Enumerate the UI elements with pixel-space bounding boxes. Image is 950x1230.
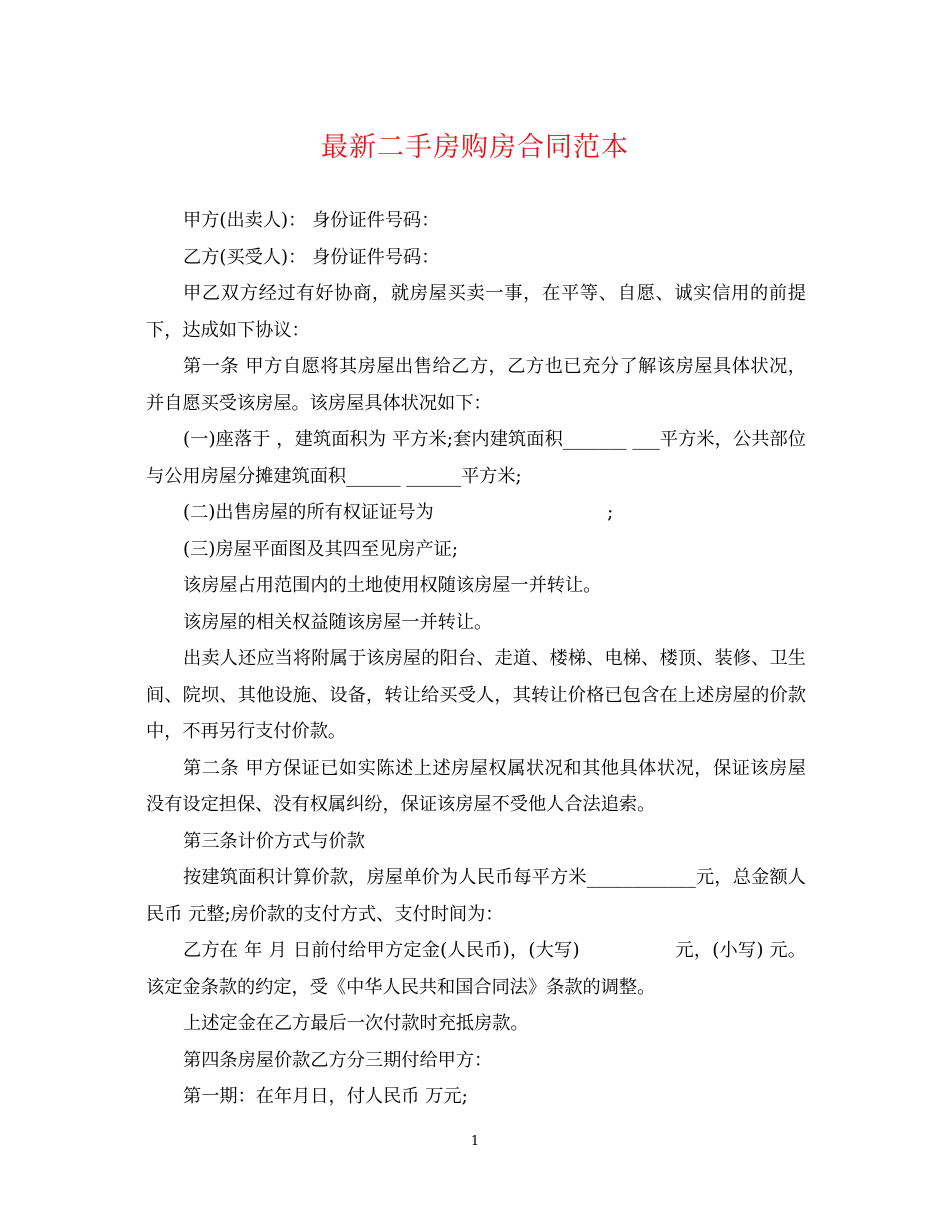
document-title: 最新二手房购房合同范本 (321, 132, 629, 163)
attached-facilities-paragraph: 出卖人还应当将附属于该房屋的阳台、走道、楼梯、电梯、楼顶、装修、卫生间、院坝、其他设施、设备，转让给买受人，其转让价格已包含在上述房屋的价款中，不再另行支付价款。 (146, 648, 806, 742)
page-number: 1 (470, 1134, 480, 1149)
deposit-offset-paragraph: 上述定金在乙方最后一次付款时充抵房款。 (183, 1013, 529, 1034)
deposit-paragraph: 乙方在 年 月 日前付给甲方定金(人民币)，(大写) 元，(小写) 元。该定金条款的约定，受《中华人民共和国合同法》条款的调整。 (146, 940, 806, 998)
article-3-heading: 第三条计价方式与价款 (183, 830, 365, 852)
article-4-heading: 第四条房屋价款乙方分三期付给甲方： (183, 1049, 493, 1071)
first-installment-paragraph: 第一期：在年月日，付人民币 万元; (183, 1086, 468, 1107)
party-a-line: 甲方(出卖人)： 身份证件号码： (183, 210, 440, 231)
article-2-paragraph: 第二条 甲方保证已如实陈述上述房屋权属状况和其他具体状况，保证该房屋没有设定担保、没有权属纠纷，保证该房屋不受他人合法追索。 (146, 757, 806, 815)
price-calculation-paragraph: 按建筑面积计算价款，房屋单价为人民币每平方米____________元，总金额人民币 元整;房价款的支付方式、支付时间为： (146, 867, 806, 925)
property-location-paragraph: (一)座落于 ，建筑面积为 平方米;套内建筑面积_______ ___平方米，公共部位与公用房屋分摊建筑面积______ ______平方米; (146, 429, 806, 487)
party-b-line: 乙方(买受人)： 身份证件号码： (183, 246, 440, 268)
ownership-certificate-paragraph: (二)出售房屋的所有权证证号为 ; (183, 502, 614, 523)
floor-plan-paragraph: (三)房屋平面图及其四至见房产证; (183, 538, 458, 560)
document-body (146, 203, 806, 1116)
article-1-paragraph: 第一条 甲方自愿将其房屋出售给乙方，乙方也已充分了解该房屋具体状况，并自愿买受该房屋。该房屋具体状况如下： (146, 356, 806, 414)
agreement-intro-paragraph: 甲乙双方经过有好协商，就房屋买卖一事，在平等、自愿、诚实信用的前提下，达成如下协议： (146, 283, 806, 341)
related-rights-paragraph: 该房屋的相关权益随该房屋一并转让。 (183, 611, 493, 633)
land-use-paragraph: 该房屋占用范围内的土地使用权随该房屋一并转让。 (183, 575, 602, 596)
